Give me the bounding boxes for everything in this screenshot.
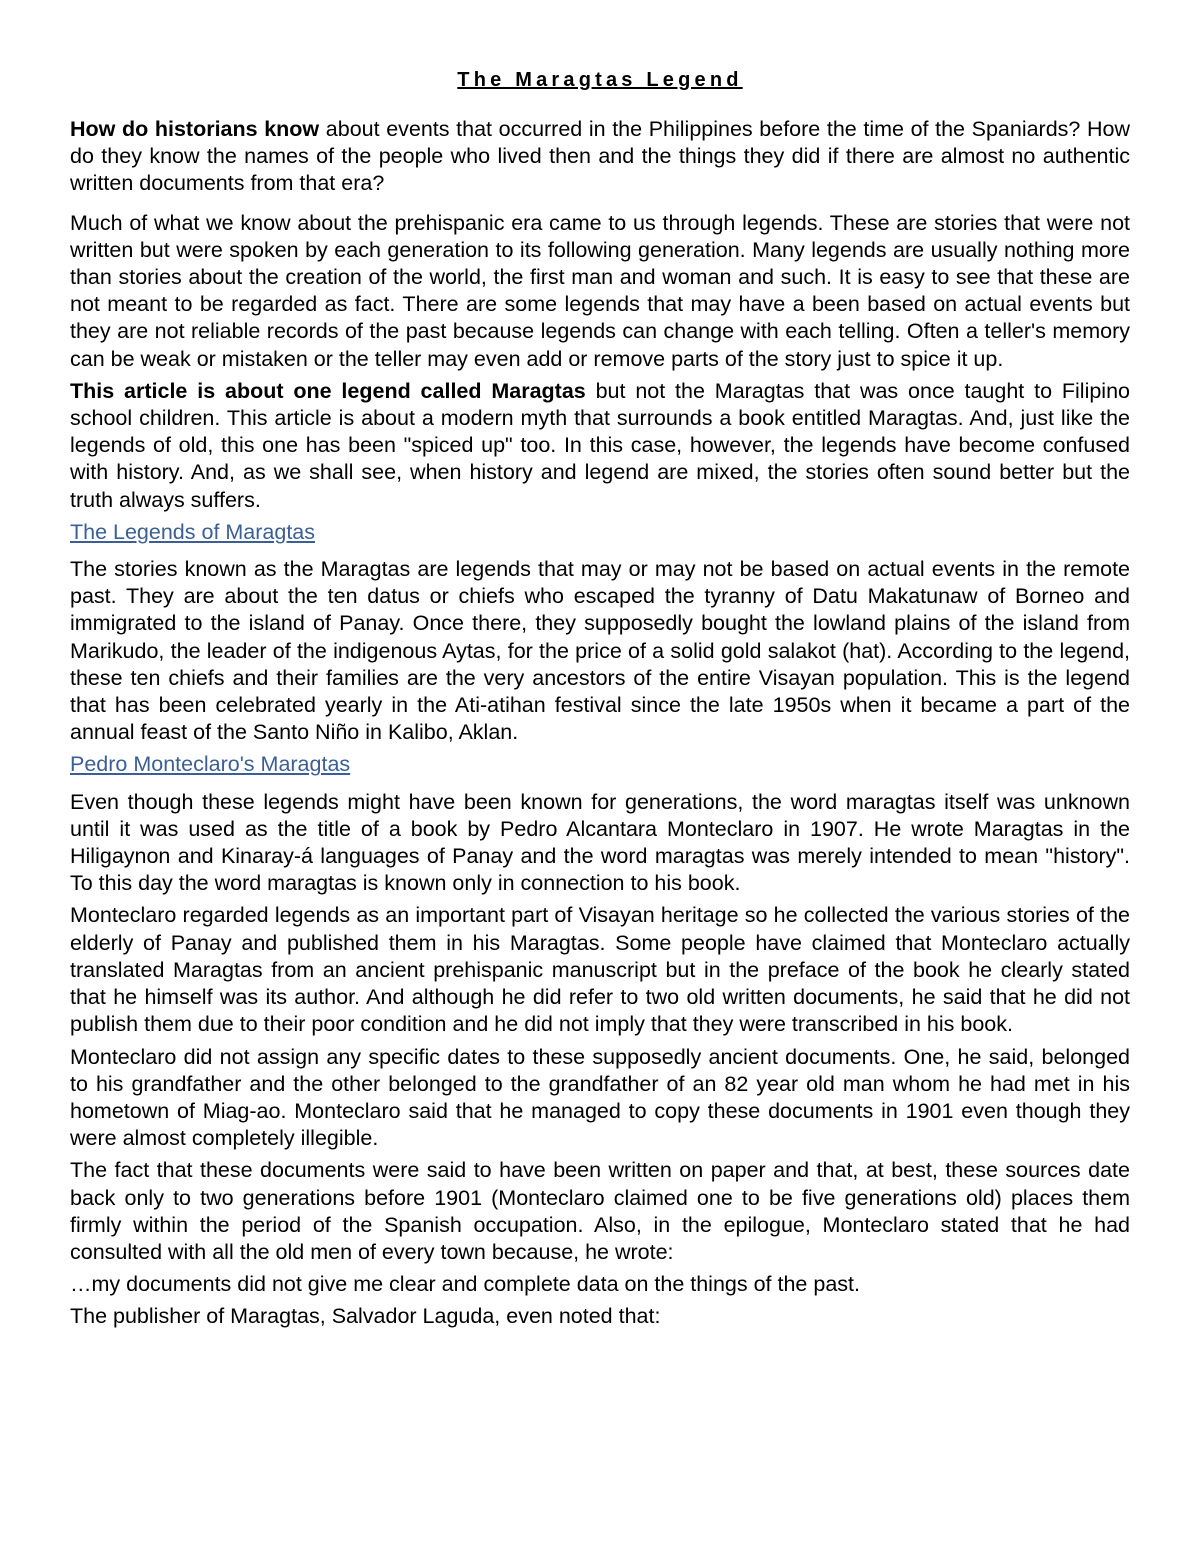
intro-text: about events that occurred in the Philippines before the time of the Spaniards? How do they know the names of the people who lived then and the things they did if there are almost no authentic written documents from that era? <box>70 117 1130 196</box>
article-about-text: but not the Maragtas that was once taught to Filipino school children. This article is about a modern myth that surrounds a book entitled Maragtas. And, just like the legends of old, this one has been "spiced up" too. In this case, however, the legends have become confused with history. And, as we shall see, when history and legend are mixed, the stories often sound better but the truth always suffers. <box>70 378 1130 512</box>
intro-lead-bold: How do historians know <box>70 117 320 141</box>
article-about-lead-bold: This article is about one legend called Maragtas <box>70 378 586 403</box>
monteclaro-heading-line <box>70 751 1130 783</box>
document-title: The Maragtas Legend <box>457 69 743 91</box>
legends-of-maragtas-link[interactable]: The Legends of Maragtas <box>70 519 316 544</box>
monteclaro-paragraph-2: Monteclaro regarded legends as an important part of Visayan heritage so he collected the various stories of the elderly of Panay and published them in his Maragtas. Some people have claimed that Monteclaro actually translated Maragtas from an ancient prehispanic manuscript but in the preface of the book he clearly stated that he himself was its author. And although he did refer to two old written documents, he said that he did not publish them due to their poor condition and he did not imply that they were transcribed in his book. <box>70 903 1130 1037</box>
monteclaro-quote: …my documents did not give me clear and complete data on the things of the past. <box>70 1272 860 1297</box>
article-about-paragraph <box>70 378 1130 514</box>
legends-heading-line <box>70 519 1130 551</box>
pedro-monteclaro-maragtas-link[interactable]: Pedro Monteclaro's Maragtas <box>70 752 351 777</box>
monteclaro-paragraph-3: Monteclaro did not assign any specific dates to these supposedly ancient documents. One, he said, belonged to his grandfather and the other belonged to the grandfather of an 82 year old man whom he had met in his hometown of Miag-ao. Monteclaro said that he managed to copy these documents in 1901 even though they were almost completely illegible. <box>70 1044 1130 1151</box>
intro-paragraph <box>70 116 1130 198</box>
publisher-note: The publisher of Maragtas, Salvador Laguda, even noted that: <box>70 1304 661 1329</box>
legends-of-maragtas-paragraph: The stories known as the Maragtas are legends that may or may not be based on actual events in the remote past. They are about the ten datus or chiefs who escaped the tyranny of Datu Makatunaw of Borneo and immigrated to the island of Panay. Once there, they supposedly bought the lowland plains of the island from Marikudo, the leader of the indigenous Aytas, for the price of a solid gold salakot (hat). According to the legend, these ten chiefs and their families are the very ancestors of the entire Visayan population. This is the legend that has been celebrated yearly in the Ati-atihan festival since the late 1950s when it became a part of the annual feast of the Santo Niño in Kalibo, Aklan. <box>70 557 1130 745</box>
document-page <box>70 66 1130 1336</box>
monteclaro-paragraph-4: The fact that these documents were said to have been written on paper and that, at best, these sources date back only to two generations before 1901 (Monteclaro claimed one to be five generations old) places them firmly within the period of the Spanish occupation. Also, in the epilogue, Monteclaro stated that he had consulted with all the old men of every town because, he wrote: <box>70 1158 1130 1264</box>
legends-general-paragraph: Much of what we know about the prehispanic era came to us through legends. These are stories that were not written but were spoken by each generation to its following generation. Many legends are usually nothing more than stories about the creation of the world, the first man and woman and such. It is easy to see that these are not meant to be regarded as fact. There are some legends that may have a been based on actual events but they are not reliable records of the past because legends can change with each telling. Often a teller's memory can be weak or mistaken or the teller may even add or remove parts of the story just to spice it up. <box>70 210 1130 371</box>
monteclaro-paragraph-1: Even though these legends might have been known for generations, the word maragtas itself was unknown until it was used as the title of a book by Pedro Alcantara Monteclaro in 1907. He wrote Maragtas in the Hiligaynon and Kinaray-á languages of Panay and the word maragtas was merely intended to mean "history". To this day the word maragtas is known only in connection to his book. <box>70 789 1130 896</box>
